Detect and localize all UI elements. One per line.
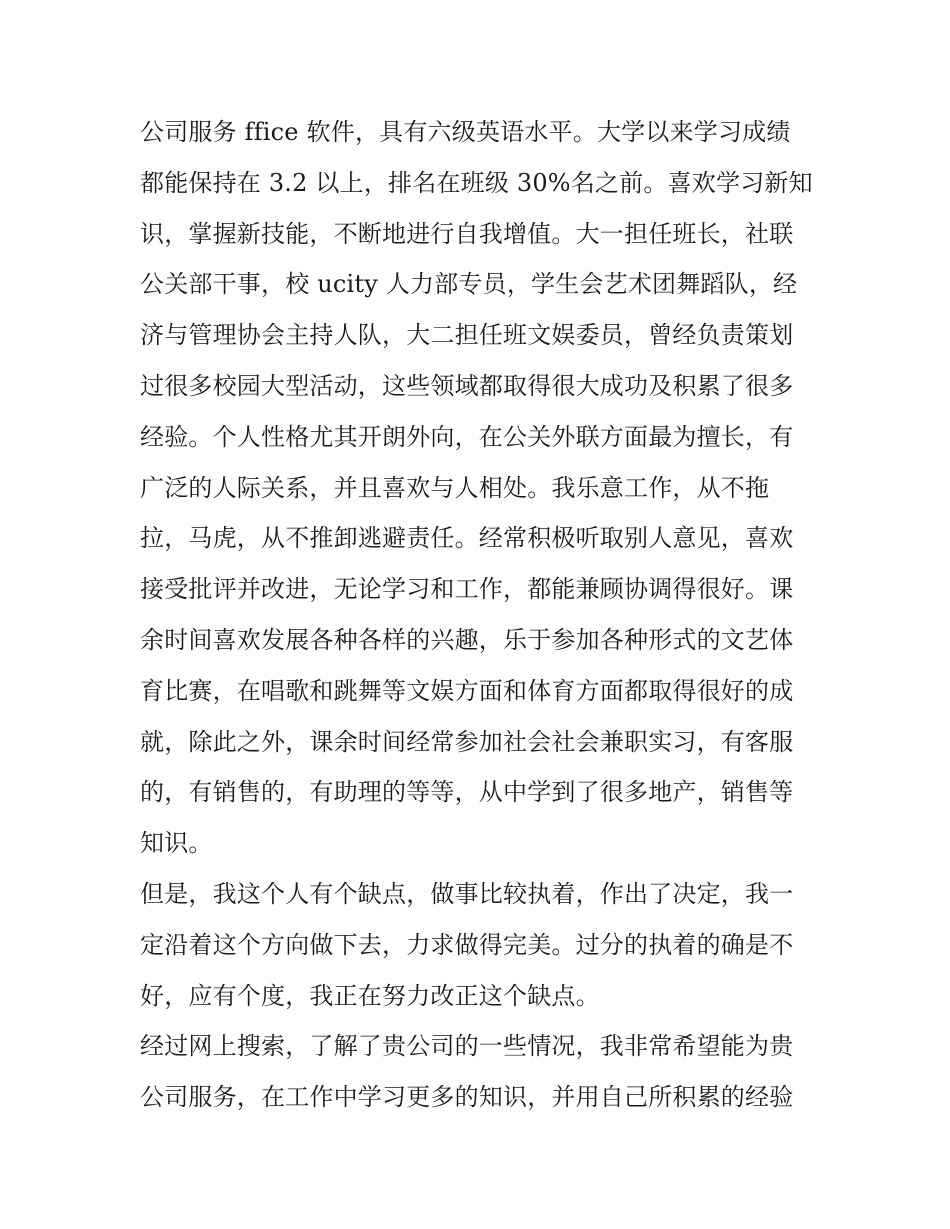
paragraph-self-introduction xyxy=(140,107,820,869)
text-line: 公司服务 ffice 软件，具有六级英语水平。大学以来学习成绩 xyxy=(140,118,791,146)
text-line: 识，掌握新技能，不断地进行自我增值。大一担任班长，社联 xyxy=(140,219,794,248)
text-line: 经过网上搜索，了解了贵公司的一些情况，我非常希望能为贵 xyxy=(140,1032,794,1061)
text-line: 都能保持在 3.2 以上，排名在班级 30%名之前。喜欢学习新知 xyxy=(140,168,813,197)
text-line: 定沿着这个方向做下去，力求做得完美。过分的执着的确是不 xyxy=(140,930,794,959)
text-line: 过很多校园大型活动，这些领域都取得很大成功及积累了很多 xyxy=(140,371,794,400)
text-line: 但是，我这个人有个缺点，做事比较执着，作出了决定，我一 xyxy=(140,879,794,908)
text-line: 公司服务，在工作中学习更多的知识，并用自己所积累的经验 xyxy=(140,1083,794,1112)
text-line: 育比赛，在唱歌和跳舞等文娱方面和体育方面都取得很好的成 xyxy=(140,676,794,705)
text-line: 广泛的人际关系，并且喜欢与人相处。我乐意工作，从不拖 xyxy=(140,473,770,502)
text-line: 好，应有个度，我正在努力改正这个缺点。 xyxy=(140,981,600,1010)
text-line: 接受批评并改进，无论学习和工作，都能兼顾协调得很好。课 xyxy=(140,575,794,604)
text-line: 就，除此之外，课余时间经常参加社会社会兼职实习，有客服 xyxy=(140,727,794,756)
paragraph-weakness xyxy=(140,869,820,1021)
text-line: 公关部干事，校 ucity 人力部专员，学生会艺术团舞蹈队，经 xyxy=(140,270,798,299)
text-line: 知识。 xyxy=(140,829,213,858)
text-line: 余时间喜欢发展各种各样的兴趣，乐于参加各种形式的文艺体 xyxy=(140,625,794,654)
text-line: 经验。个人性格尤其开朗外向，在公关外联方面最为擅长，有 xyxy=(140,422,794,451)
text-line: 拉，马虎，从不推卸逃避责任。经常积极听取别人意见，喜欢 xyxy=(140,524,794,553)
document-body xyxy=(140,107,820,1123)
text-line: 济与管理协会主持人队，大二担任班文娱委员，曾经负责策划 xyxy=(140,321,794,350)
paragraph-motivation xyxy=(140,1021,820,1123)
text-line: 的，有销售的，有助理的等等，从中学到了很多地产，销售等 xyxy=(140,778,794,807)
